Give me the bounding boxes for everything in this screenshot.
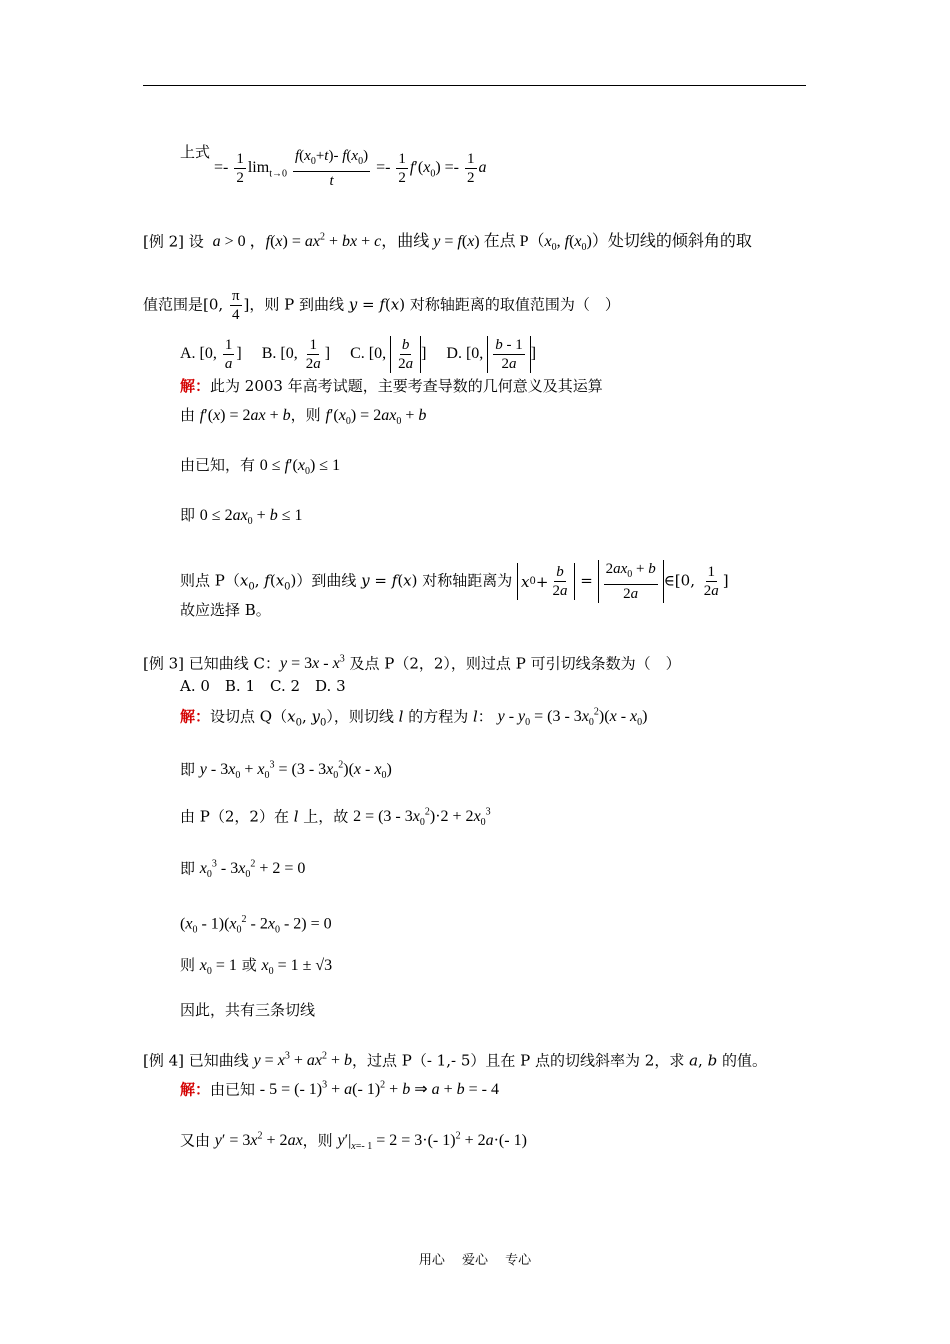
line-9: 则点 $P(x_0$, $f(x_0)$）到曲线 y = f(x) 对称轴距离为 x 0 + $\frac{b}{2a}$ = $\frac{2ax_0 + b}{2a}$ ∈[0, $\frac{1}{2a}$ ] [180,561,729,602]
line-17: $(x_0 - 1)(x_0^2 - 2x_0 - 2) = 0$ [180,914,332,936]
example-4-heading: [例 4] 已知曲线 $y = x^3 + ax^2 + b$，过点 P（- 1,- 5）且在 P 点的切线斜率为 2，求 a, b 的值。 [143,1051,767,1070]
example-2-line-2: 值范围是[0, $\frac{\pi}{4}$ ]，则 P 到曲线 y = f(x) 对称轴距离的取值范围为（ ） [143,288,620,323]
line-16: 即 $x_0^3 - 3x_0^2 + 2 = 0$ [180,859,306,881]
solution-4: 解：由已知 - 5 = (- 1)$^3$ + a(- 1)$^2$ + b ⇒ a + b = - 4 [180,1080,499,1099]
solution-2: 解：此为 2003 年高考试题，主要考查导数的几何意义及其运算 [180,377,603,395]
solution-3: 解：设切点 $Q(x_0$, $y_0$），则切线 l 的方程为 l： $y - y_0 = (3 - 3x_0^2)(x - x_0)$ [180,707,648,729]
line-10: 故应选择 B。 [180,601,271,619]
line-1-math-render: =- $\frac{1}{2}$ $\lim_{t\to 0}$ $\frac{f(x_0+t)- f(x_0)}{t}$ =- $\frac{1}{2}$ $f'(x_0)$ =- $\frac{1}{2}$ a [214,148,487,189]
example-3-heading: [例 3] 已知曲线 C：$y = 3x - x^3$ 及点 P（2，2），则过点 P 可引切线条数为（ ） [143,654,681,673]
example-3-options: A. 0 B. 1 C. 2 D. 3 [180,677,346,695]
example-2-heading: [例 2] 设 a > 0 ，$f(x) = ax^2$ + bx + c，曲线 y = f(x) 在点 $P(x_0$, $f(x_0)$）处切线的倾斜角的取 [143,232,752,254]
example-2-options: A. [0, $\frac{1}{a}$ ] B. [0, $\frac{1}{2a}$ ] C. [0, $\frac{b}{2a}$ ] D. [0, $\frac{b - 1}{2a}$ ] [180,337,537,372]
line-19: 因此，共有三条切线 [180,1001,316,1019]
line-6: 由 f′(x) = 2ax + b，则 $f'(x_0) = 2ax_0 + b$ [180,406,427,428]
header-rule [143,85,806,86]
line-1-label: 上式 [180,143,211,161]
line-14: 即 $y - 3x_0 + x_0^3 = (3 - 3x_0^2)(x - x_0)$ [180,760,392,782]
line-18: 则 $x_0 = 1$ 或 $x_0 = 1 \pm √3$ [180,956,333,978]
line-22: 又由 $y' = 3x^2 + 2ax$，则 $y'|_{x=- 1} = 2 = 3\cdot(-$ 1)$^2$ + 2a·(- 1) [180,1131,527,1153]
line-8: 即 $0 \le 2ax_0 + b \le 1$ [180,506,303,528]
line-7: 由已知，有 $0 \le f'(x_0) \le 1$ [180,456,341,478]
page-footer: 用心 爱心 专心 [418,1253,532,1268]
line-1 [180,142,210,162]
line-15: 由 P（2，2）在 l 上，故 $2 = (3 - 3x_0^2)\cdot 2 + 2x_0^3$ [180,807,491,829]
